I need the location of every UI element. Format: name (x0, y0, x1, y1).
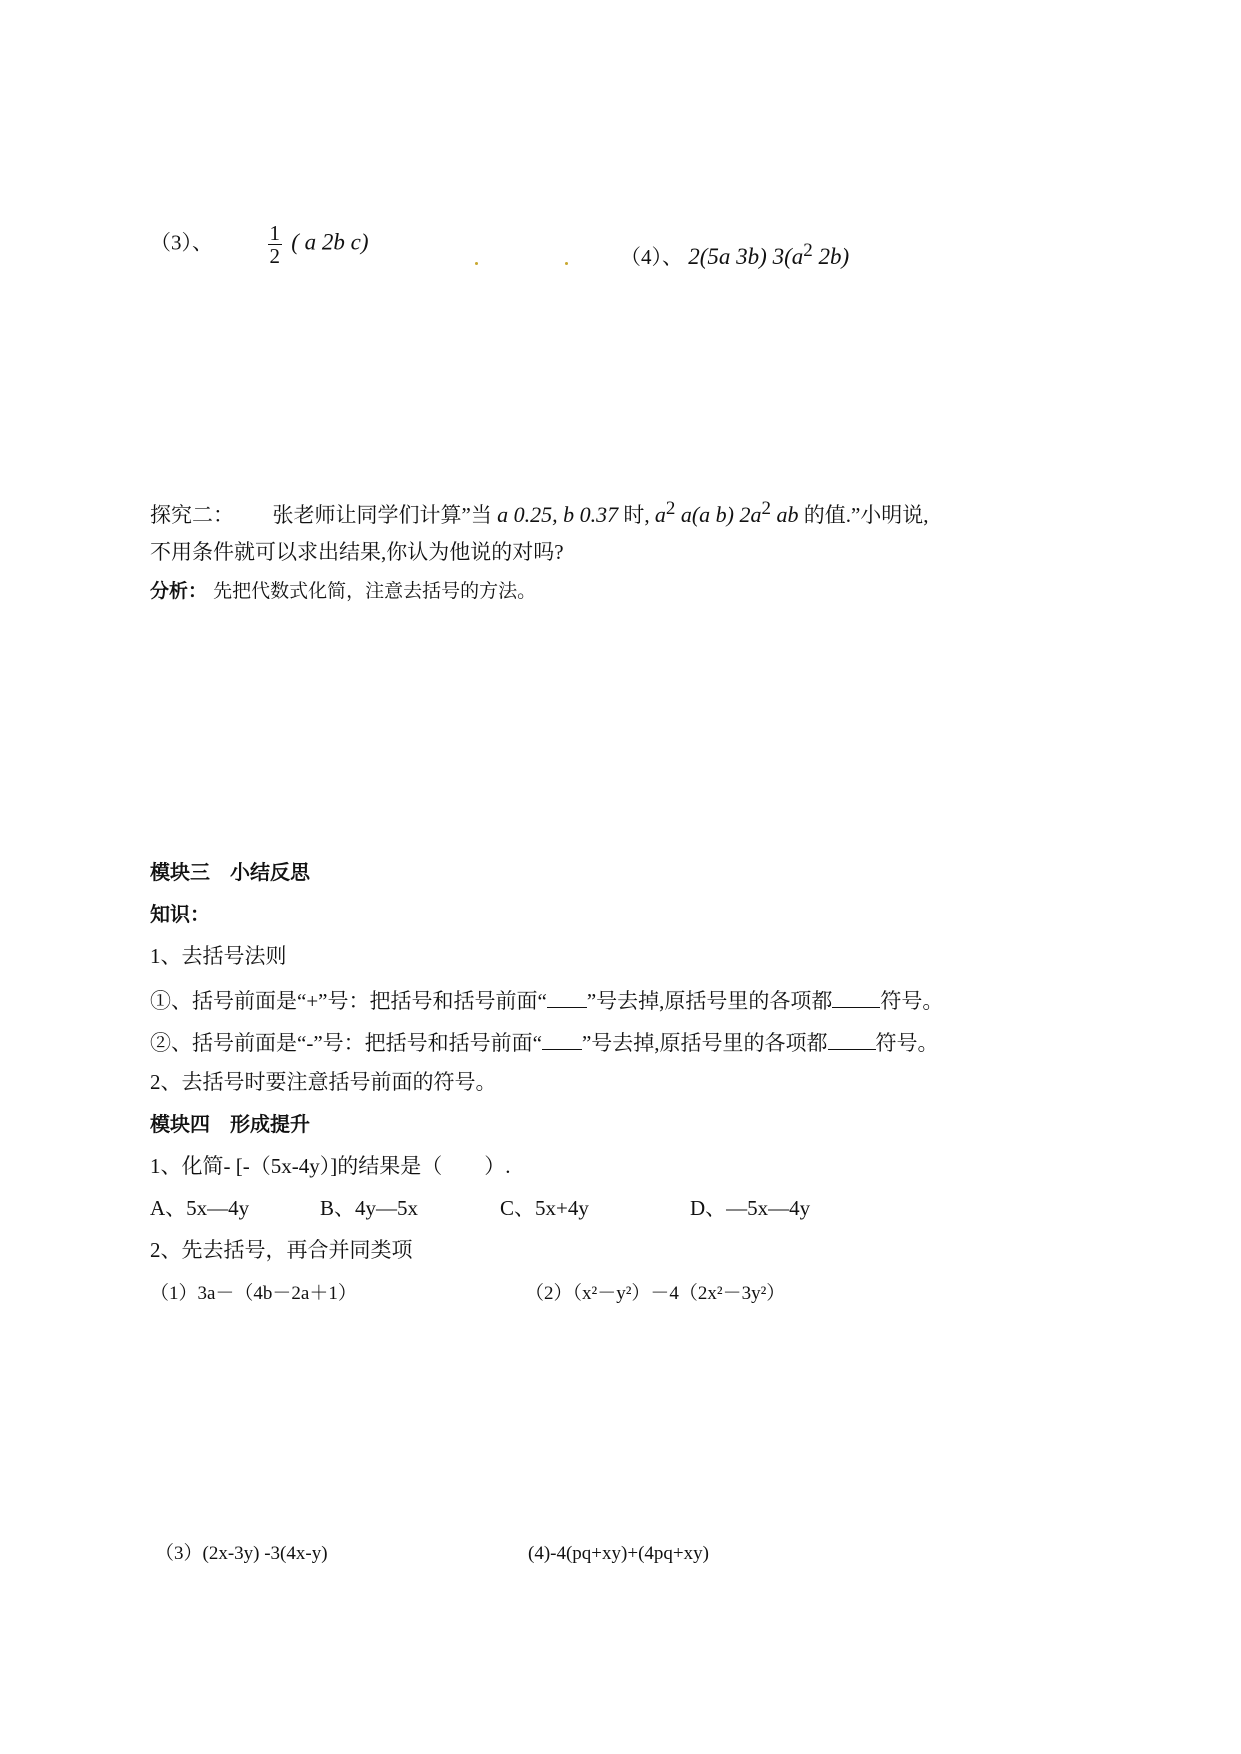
rule-minus-sign (150, 1028, 939, 1056)
problem-4-label: （4）、 (620, 245, 683, 269)
question-1: 1、化简- [-（5x-4y）]的结果是（ ）. (150, 1154, 511, 1178)
decorative-dot (475, 262, 478, 265)
question-2-part-2: （2）（x²－y²）－4（2x²－3y²） (525, 1283, 786, 1304)
option-c: C、5x+4y (500, 1196, 589, 1220)
question-2-part-1: （1）3a－（4b－2a＋1） (150, 1283, 357, 1304)
analysis (150, 580, 536, 603)
rule-heading: 1、去括号法则 (150, 944, 287, 968)
module-3-title: 模块三 小结反思 (150, 860, 310, 884)
decorative-dot (565, 262, 568, 265)
rule-minus-text-c: 符号。 (875, 1031, 939, 1055)
rule-minus-text-a: ②、括号前面是“-”号：把括号和括号前面“ (150, 1031, 542, 1055)
fill-blank (828, 1028, 876, 1050)
rule-plus-text-a: ①、括号前面是“+”号：把括号和括号前面“ (150, 989, 547, 1013)
option-d: D、—5x—4y (690, 1196, 811, 1220)
problem-3 (150, 222, 369, 267)
problem-4-expression-tail: 2b) (812, 244, 850, 269)
rule-plus-sign (150, 986, 943, 1014)
explore-2-expression: a (654, 502, 666, 527)
explore-2-expression-mid: a(a b) 2a (675, 502, 762, 527)
option-b: B、4y—5x (320, 1196, 419, 1220)
analysis-label: 分析： (150, 580, 208, 602)
question-2: 2、先去括号，再合并同类项 (150, 1238, 413, 1262)
problem-3-label: （3）、 (150, 230, 213, 255)
fraction-one-half: $\frac{1}{2}$ (269, 221, 280, 269)
explore-2-text-a: 张老师让同学们计算”当 (272, 503, 492, 527)
explore-2-condition: a 0.25, b 0.37 (497, 502, 619, 527)
explore-2-line-2: 不用条件就可以求出结果,你认为他说的对吗? (150, 540, 564, 564)
problem-3-expression: ( a 2b c) (291, 229, 369, 255)
explore-2-line-1 (150, 498, 929, 528)
fill-blank (832, 986, 880, 1008)
problem-4-expression: 2(5a 3b) 3(a (688, 244, 804, 269)
rule-note: 2、去括号时要注意括号前面的符号。 (150, 1070, 497, 1094)
option-a: A、5x—4y (150, 1196, 250, 1220)
explore-2-exponent-2: 2 (761, 498, 771, 519)
fill-blank (547, 986, 587, 1008)
explore-2-text-c: 的值.”小明说, (803, 503, 929, 527)
question-2-part-3: （3）(2x-3y) -3(4x-y) (155, 1543, 328, 1564)
rule-minus-text-b: ”号去掉,原括号里的各项都 (581, 1031, 828, 1055)
analysis-text: 先把代数式化简，注意去括号的方法。 (213, 580, 537, 602)
explore-2-expression-tail: ab (770, 502, 799, 527)
knowledge-label: 知识： (150, 902, 210, 926)
explore-2-text-b: 时, (623, 503, 650, 527)
explore-2-exponent: 2 (665, 498, 676, 519)
fill-blank (542, 1028, 582, 1050)
explore-2-label: 探究二： (150, 503, 234, 527)
problem-4-exponent: 2 (803, 240, 813, 261)
rule-plus-text-c: 符号。 (880, 989, 944, 1013)
problem-4 (620, 240, 849, 271)
question-2-part-4: (4)-4(pq+xy)+(4pq+xy) (528, 1543, 709, 1564)
rule-plus-text-b: ”号去掉,原括号里的各项都 (586, 989, 833, 1013)
module-4-title: 模块四 形成提升 (150, 1112, 310, 1136)
